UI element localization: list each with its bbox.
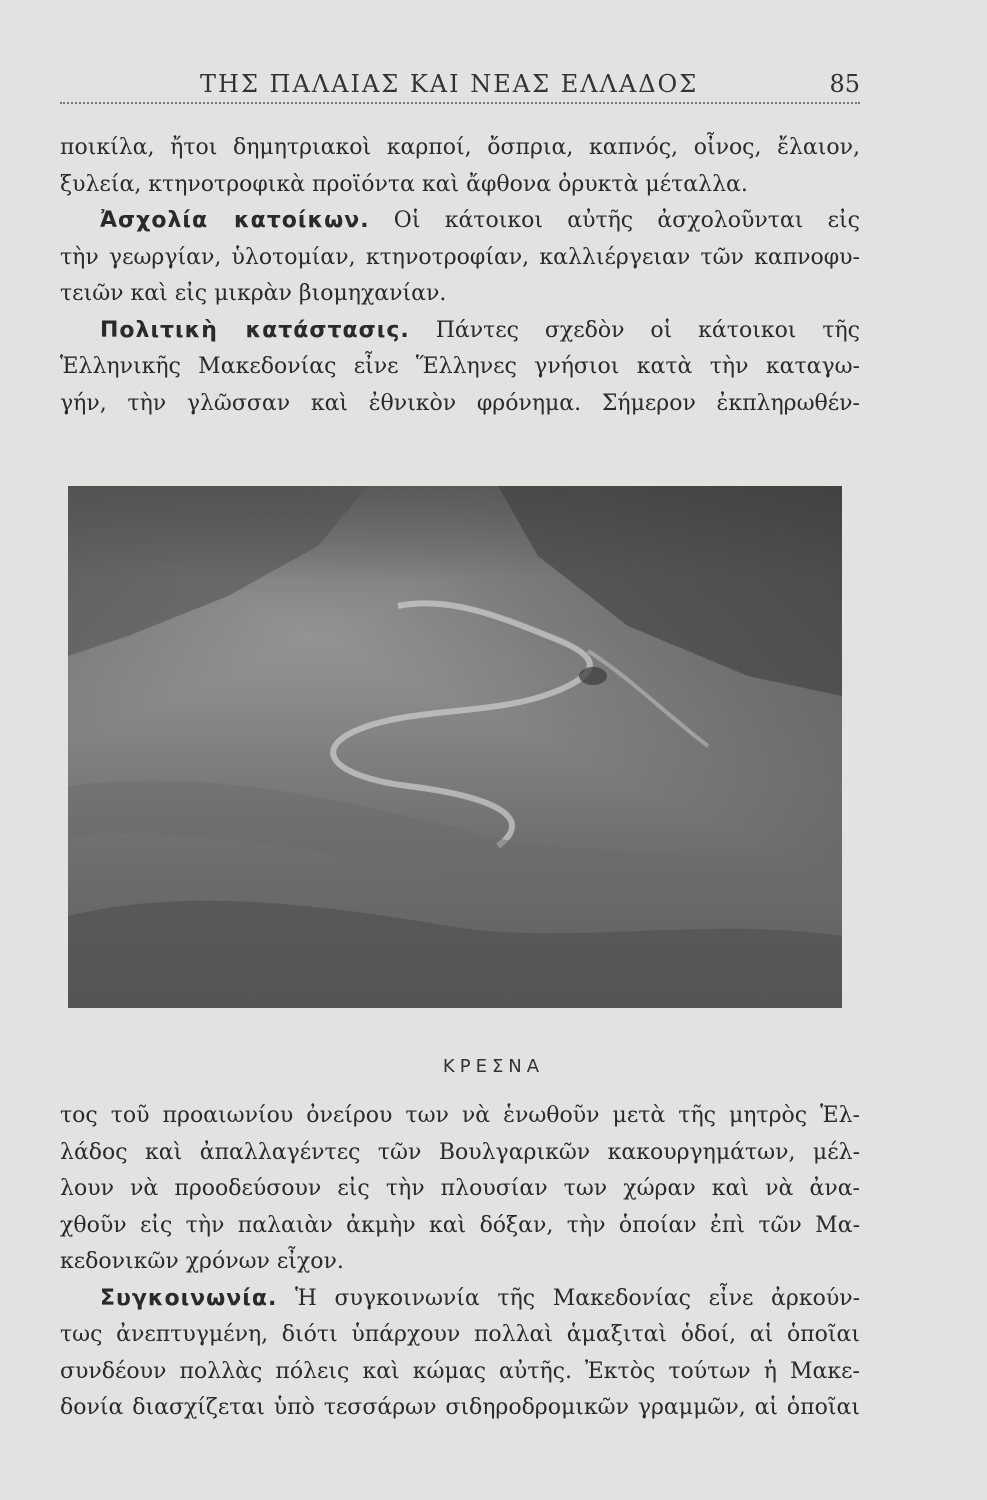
text-line: δονία διασχίζεται ὑπὸ τεσσάρων σιδηροδρομικῶν γραμμῶν, αἱ ὁποῖαι [60,1395,860,1420]
text-block-top [60,130,860,422]
paragraph-occupation-end [60,276,860,313]
section-heading-occupation: Ἀσχολία κατοίκων. [100,208,370,233]
page-number: 85 [829,70,860,98]
paragraph-aspiration-cont [60,1135,860,1172]
text-line: γήν, τὴν γλῶσσαν καὶ ἐθνικὸν φρόνημα. Σήμερον ἐκπληρωθέν- [60,390,860,416]
paragraph-communication [60,1281,860,1318]
figure-caption: ΚΡΕΣΝΑ [442,1056,545,1077]
text-line: χθοῦν εἰς τὴν παλαιὰν ἀκμὴν καὶ δόξαν, τὴν ὁποίαν ἐπὶ τῶν Μα- [60,1212,860,1238]
section-heading-communication: Συγκοινωνία. [100,1285,278,1311]
paragraph-communication-cont [60,1354,860,1391]
header-rule [60,102,860,110]
paragraph-produce-end [60,167,860,204]
paragraph-communication-cont [60,1317,860,1354]
text-line: λουν νὰ προοδεύσουν εἰς τὴν πλουσίαν των χώραν καὶ νὰ ἀνα- [60,1176,860,1201]
kresna-photograph [68,486,842,1008]
running-title: ΤΗΣ ΠΑΛΑΙΑΣ ΚΑΙ ΝΕΑΣ ΕΛΛΑΔΟΣ [200,70,699,98]
text-line: ξυλεία, κτηνοτροφικὰ προϊόντα καὶ ἄφθονα ὀρυκτὰ μέταλλα. [60,171,748,197]
paragraph-political [60,313,860,350]
text-line: λάδος καὶ ἀπαλλαγέντες τῶν Βουλγαρικῶν κακουργημάτων, μέλ- [60,1139,860,1165]
text-line: Πάντες σχεδὸν οἱ κάτοικοι τῆς [435,317,861,343]
paragraph-communication-cont [60,1390,860,1427]
text-line: τος τοῦ προαιωνίου ὀνείρου των νὰ ἑνωθοῦν μετὰ τῆς μητρὸς Ἑλ- [60,1103,860,1128]
text-line: κεδονικῶν χρόνων εἶχον. [60,1249,344,1274]
paragraph-occupation [60,203,860,240]
paragraph-produce [60,130,860,167]
section-heading-political: Πολιτικὴ κατάστασις. [100,317,410,343]
paragraph-aspiration [60,1098,860,1135]
paragraph-occupation-cont [60,240,860,277]
text-line: Ἑλληνικῆς Μακεδονίας εἶνε Ἕλληνες γνήσιοι κατὰ τὴν καταγω- [60,354,860,379]
text-line: Ἡ συγκοινωνία τῆς Μακεδονίας εἶνε ἀρκούν- [294,1285,860,1311]
paragraph-political-cont [60,349,860,386]
text-line: τὴν γεωργίαν, ὑλοτομίαν, κτηνοτροφίαν, καλλιέργειαν τῶν καπνοφυ- [60,244,860,270]
text-line: τως ἀνεπτυγμένη, διότι ὑπάρχουν πολλαὶ ἁμαξιταὶ ὁδοί, αἱ ὁποῖαι [60,1322,860,1347]
text-block-bottom [60,1098,860,1427]
text-line: συνδέουν πολλὰς πόλεις καὶ κώμας αὐτῆς. Ἐκτὸς τούτων ἡ Μακε- [60,1358,860,1384]
paragraph-aspiration-end [60,1244,860,1281]
paragraph-aspiration-cont [60,1171,860,1208]
landscape-drawing [68,486,842,1008]
text-line: Οἱ κάτοικοι αὐτῆς ἀσχολοῦνται εἰς [393,208,860,233]
text-line: ποικίλα, ἤτοι δημητριακοὶ καρποί, ὄσπρια, καπνός, οἶνος, ἔλαιον, [60,135,860,160]
text-line: τειῶν καὶ εἰς μικρὰν βιομηχανίαν. [60,281,447,306]
paragraph-political-cont [60,386,860,423]
running-head [60,60,870,100]
paragraph-aspiration-cont [60,1208,860,1245]
